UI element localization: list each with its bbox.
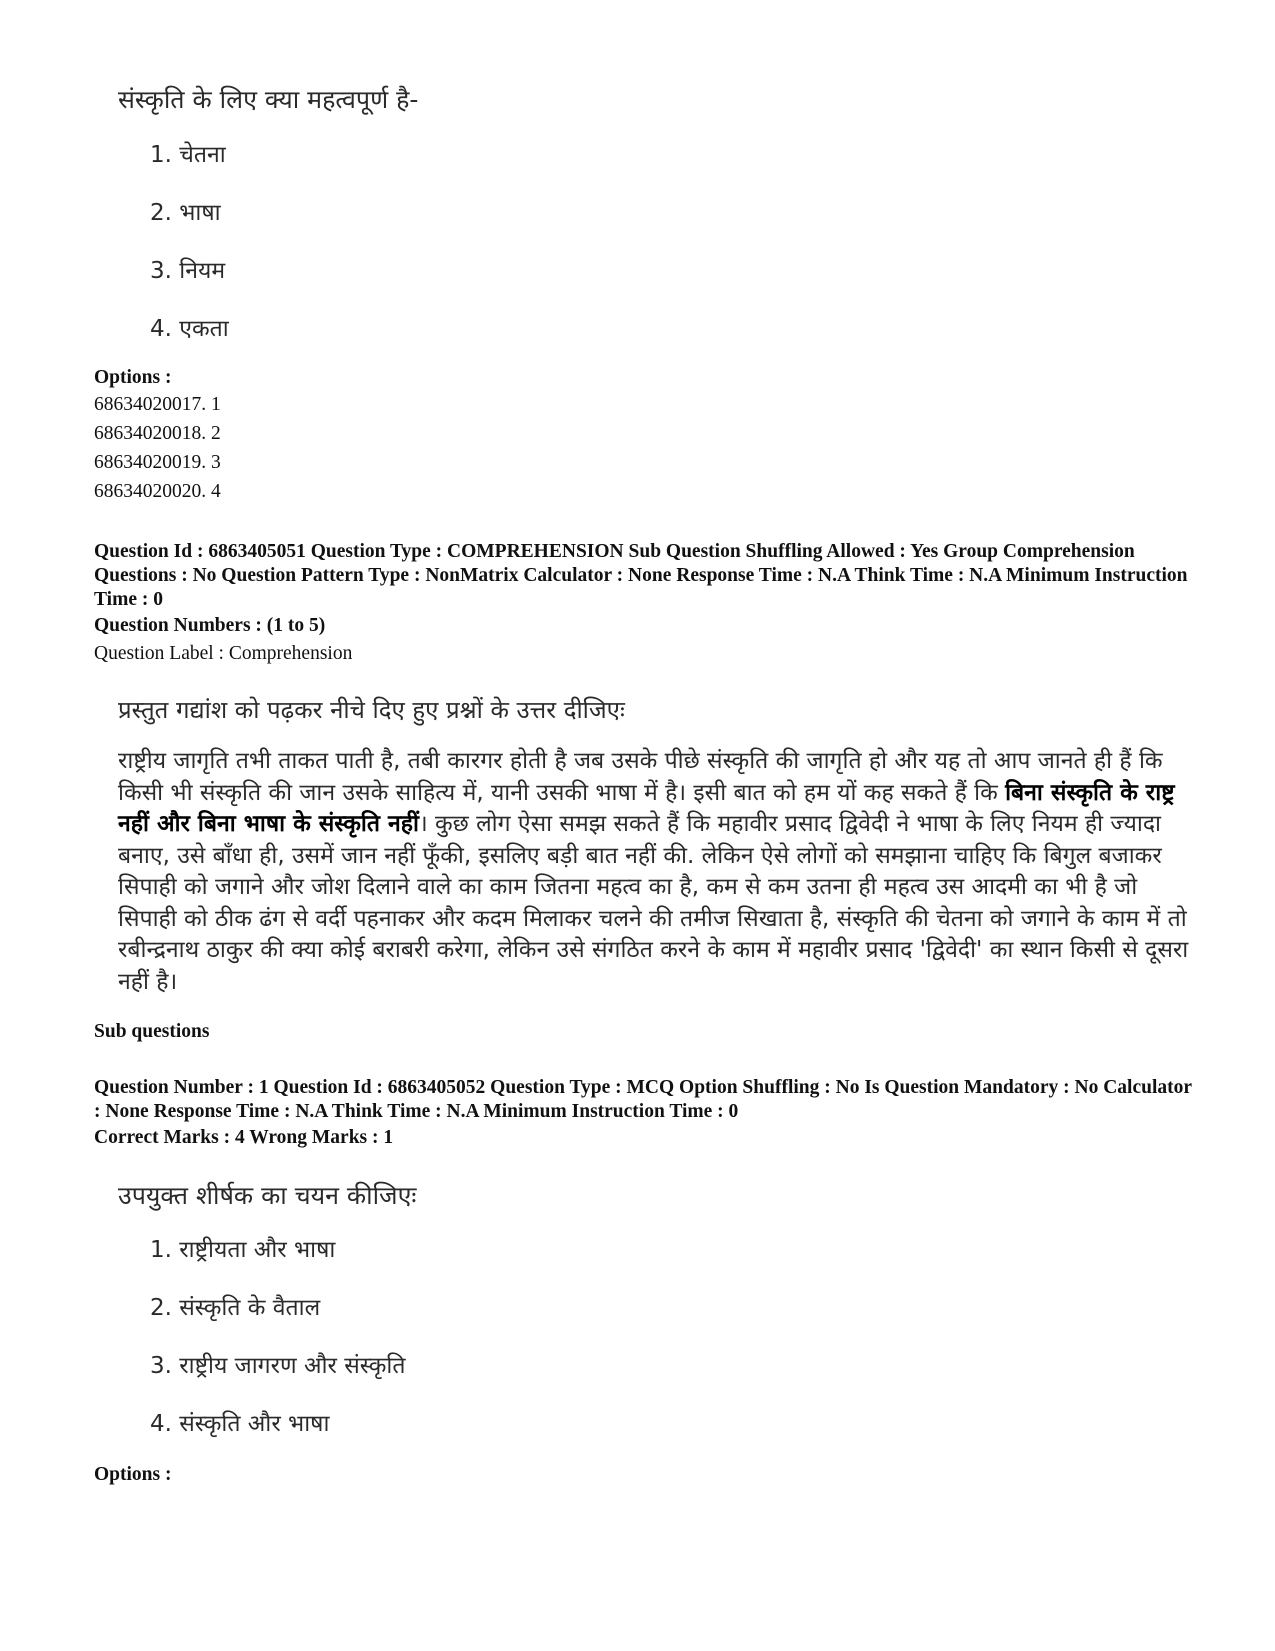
question-numbers: Question Numbers : (1 to 5) — [94, 615, 326, 636]
passage-bold-text: बिना संस्कृति के राष्ट्र नहीं और बिना भाषा के संस्कृति नहीं — [118, 779, 1175, 837]
option-id: 68634020019. 3 — [94, 452, 221, 473]
q1-marks: Correct Marks : 4 Wrong Marks : 1 — [94, 1127, 394, 1148]
comprehension-passage — [118, 746, 1193, 998]
sub-questions-heading: Sub questions — [94, 1021, 210, 1042]
q1-meta: Question Number : 1 Question Id : 6863405052 Question Type : MCQ Option Shuffling : No Is Question Mandatory : No Calculator : None Response Time : N.A Think Time : N.A Minimum Instruction Time : 0 — [94, 1077, 1192, 1122]
choice-item: 2. संस्कृति के वैताल — [150, 1295, 321, 1321]
choice-item: 4. एकता — [150, 316, 229, 342]
question-label: Question Label : Comprehension — [94, 643, 353, 664]
choice-item: 2. भाषा — [150, 200, 221, 226]
option-id: 68634020017. 1 — [94, 394, 221, 415]
prev-options-list — [94, 390, 221, 506]
choice-item: 4. संस्कृति और भाषा — [150, 1411, 330, 1437]
q1-choices — [150, 1235, 405, 1467]
passage-instruction: प्रस्तुत गद्यांश को पढ़कर नीचे दिए हुए प्रश्नों के उत्तर दीजिएः — [118, 696, 625, 724]
choice-item: 3. नियम — [150, 258, 226, 284]
option-id: 68634020020. 4 — [94, 481, 221, 502]
choice-item: 1. राष्ट्रीयता और भाषा — [150, 1237, 336, 1263]
choice-item: 1. चेतना — [150, 142, 226, 168]
prev-options-label: Options : — [94, 367, 172, 388]
prev-question-stem: संस्कृति के लिए क्या महत्वपूर्ण है- — [118, 85, 419, 114]
prev-question-choices — [150, 140, 229, 372]
passage-text: । कुछ लोग ऐसा समझ सकते हैं कि महावीर प्रसाद द्विवेदी ने भाषा के लिए नियम ही ज्यादा बनाए, उसे बाँधा ही, उसमें जान नहीं फूँकी, इसलिए बड़ी बात नहीं की. लेकिन ऐसे लोगों को समझाना चाहिए कि बिगुल बजाकर सिपाही को जगाने और जोश दिलाने वाले का काम जितना महत्व का है, कम से कम उतना ही महत्व उस आदमी का भी है जो सिपाही को ठीक ढंग से वर्दी पहनाकर और कदम मिलाकर चलने की तमीज सिखाता है, संस्कृति की चेतना को जगाने के काम में तो रबीन्द्रनाथ ठाकुर की क्या कोई बराबरी करेगा, लेकिन उसे संगठित करने के काम में महावीर प्रसाद 'द्विवेदी' का स्थान किसी से दूसरा नहीं है। — [118, 811, 1189, 995]
passage-text: राष्ट्रीय जागृति तभी ताकत पाती है, तबी कारगर होती है जब उसके पीछे संस्कृति की जागृति हो और यह तो आप जानते ही हैं कि किसी भी संस्कृति की जान उसके साहित्य में, यानी उसकी भाषा में है। इसी बात को हम यों कह सकते हैं कि — [118, 748, 1163, 806]
option-id: 68634020018. 2 — [94, 423, 221, 444]
choice-item: 3. राष्ट्रीय जागरण और संस्कृति — [150, 1353, 406, 1379]
q1-stem: उपयुक्त शीर्षक का चयन कीजिएः — [118, 1181, 417, 1210]
q1-options-label: Options : — [94, 1464, 172, 1485]
comprehension-meta: Question Id : 6863405051 Question Type : COMPREHENSION Sub Question Shuffling Allowed : Yes Group Comprehension Questions : No Question Pattern Type : NonMatrix Calculator : None Response Time : N.A Think Time : N.A Minimum Instruction Time : 0 — [94, 541, 1188, 610]
